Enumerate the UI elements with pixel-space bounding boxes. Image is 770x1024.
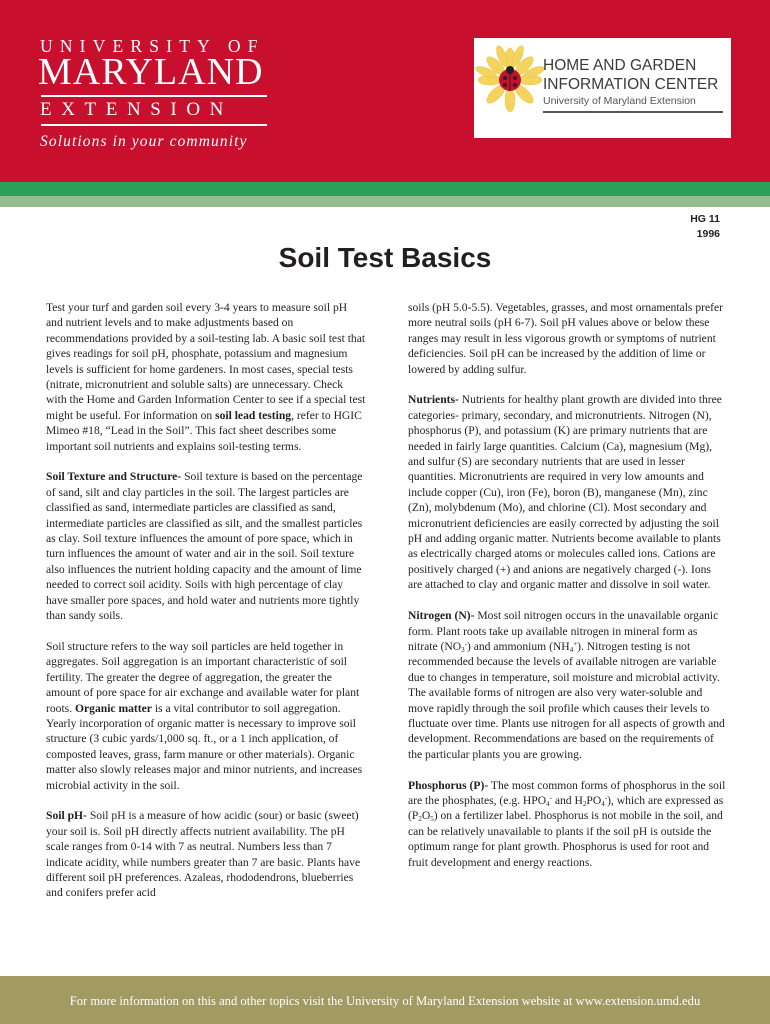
maryland-wordmark: MARYLAND	[38, 51, 264, 93]
extension-rule-bottom	[41, 124, 267, 126]
hgic-logo	[474, 38, 731, 138]
hgic-title-line1: HOME AND GARDEN	[543, 57, 697, 74]
hgic-title-line2: INFORMATION CENTER	[543, 76, 719, 93]
flower-ladybug-icon	[474, 38, 546, 138]
phosphorus-heading: Phosphorus (P)-	[408, 778, 489, 792]
hgic-rule	[543, 111, 723, 113]
extension-wordmark: EXTENSION	[40, 99, 233, 120]
structure-paragraph: Soil structure refers to the way soil particles are held together in aggregates. Soil aggregation is an important characteristic of soil fertility. The greater the degree of aggregation, the greater the amount of pore space for air exchange and available water for plant roots. Organic matter is a vital contributor to soil aggregation. Yearly incorporation of organic matter is necessary to improve soil structure (3 cubic yards/1,000 sq. ft., or a 1 inch application, of composted leaves, grass, farm manure or other materials). Organic matter also slowly releases major and minor nutrients, and increases microbial activity in the soil.	[46, 639, 363, 792]
nitrogen-heading: Nitrogen (N)-	[408, 609, 475, 623]
nutrients-heading: Nutrients-	[408, 393, 459, 407]
page-title: Soil Test Basics	[278, 242, 492, 273]
green-stripe	[0, 182, 770, 196]
header-banner	[0, 0, 770, 182]
left-column	[46, 300, 366, 916]
soil-lead-testing-term: soil lead testing	[215, 408, 292, 422]
nutrients-paragraph: Nutrients- Nutrients for healthy plant growth are divided into three categories- primary, secondary, and micronutrients. Nitrogen (N), phosphorus (P), and potassium (K) are primary nutrients that are needed in fairly large quantities. Calcium (Ca), magnesium (Mg), and sulfur (S) are secondary nutrients that are used in lesser quantities. Micronutrients are required in very low amounts and include copper (Cu), iron (Fe), boron (B), manganese (Mn), zinc (Zn), molybdenum (Mo), and chlorine (Cl). Most secondary and micronutrient deficiencies are easily corrected by adjusting the soil pH and adding organic matter. Nutrients become available to plants as electrically charged atoms or molecules called ions. Cations are positively charged (+) and anions are negatively charged (-). Ions are attached to clay and organic matter and dissolve in soil water.	[408, 393, 722, 592]
texture-paragraph: Soil Texture and Structure- Soil texture is based on the percentage of sand, silt and clay particles in the soil. The largest particles are classified as sand, intermediate particles are classified as sand, intermediate particles are classified as silt, and the smallest particles as clay. Soil texture influences the amount of pore space, which in turn influences the amount of water and air in the soil. Soil texture also influences the nutrient holding capacity and the amount of lime needed to correct soil acidity. Soils with high percentage of clay have smaller pore spaces, and hold water and nutrients more tightly than sandy soils.	[46, 470, 363, 623]
nitrogen-paragraph: Nitrogen (N)- Most soil nitrogen occurs in the unavailable organic form. Plant roots take up available nitrogen in mineral form as nitrate $(NO_3^-)$ and ammonium $(NH_4^+)$. Nitrogen testing is not recommended because the levels of available nitrogen are variable due to changes in temperature, soil moisture and microbial activity. The available forms of nitrogen are also very water-soluble and move rapidly through the soil profile which causes their levels to fluctuate over time. Plants use nitrogen for all aspects of growth and development. Recommendations are based on the requirements of the particular plants you are growing.	[408, 609, 725, 761]
hgic-subtitle: University of Maryland Extension	[543, 95, 696, 107]
extension-rule-top	[41, 95, 267, 97]
texture-heading: Soil Texture and Structure-	[46, 470, 182, 484]
university-of-text: UNIVERSITY OF	[40, 36, 265, 56]
ph-continued-paragraph: soils (pH 5.0-5.5). Vegetables, grasses, and most ornamentals prefer more neutral soils (pH 6-7). Soil pH values above or below these ranges may result in less vigorous growth or symptoms of nutrient deficiencies. Soil pH can be increased by the addition of lime or lowered by adding sulfur.	[408, 301, 723, 376]
right-column	[408, 300, 726, 885]
doc-year: 1996	[696, 228, 720, 240]
ph-paragraph: Soil pH- Soil pH is a measure of how acidic (sour) or basic (sweet) your soil is. Soil pH directly affects nutrient availability. The pH scale ranges from 0-14 with 7 as neutral. Numbers less than 7 indicate acidity, while numbers greater than 7 are basic. Plants have different soil pH preferences. Azaleas, rhododendrons, blueberries and conifers prefer acid	[46, 809, 361, 900]
doc-number: HG 11	[690, 213, 720, 225]
phosphorus-paragraph: Phosphorus (P)- The most common forms of phosphorus in the soil are the phosphates, (e.g. $HPO_4^-$ and $H_2PO_4^-$), which are expressed as $(P_2O_5)$ on a fertilizer label. Phosphorus is not mobile in the soil, and can be relatively unavailable to plants if the soil pH is outside the optimum range for plant growth. Phosphorus is used for root and fruit development and energy reactions.	[408, 778, 726, 869]
tagline: Solutions in your community	[40, 133, 248, 150]
footer-text: For more information on this and other topics visit the University of Maryland Extension website at www.extension.umd.edu	[69, 994, 701, 1008]
intro-paragraph: Test your turf and garden soil every 3-4 years to measure soil pH and nutrient levels and to make adjustments based on recommendations provided by a soil-testing lab. A basic soil test that gives readings for soil pH, phosphate, potassium and magnesium levels is sufficient for home gardeners. In most cases, special tests (nitrate, micronutrient and soluble salts) are unnecessary. Check with the Home and Garden Information Center to see if a special test might be useful. For information on soil lead testing, refer to HGIC Mimeo #18, “Lead in the Soil”. This fact sheet describes some important soil nutrients and explains soil-testing terms.	[46, 301, 366, 453]
organic-matter-term: Organic matter	[74, 701, 152, 715]
ph-heading: Soil pH-	[46, 809, 87, 823]
sage-stripe	[0, 196, 770, 207]
